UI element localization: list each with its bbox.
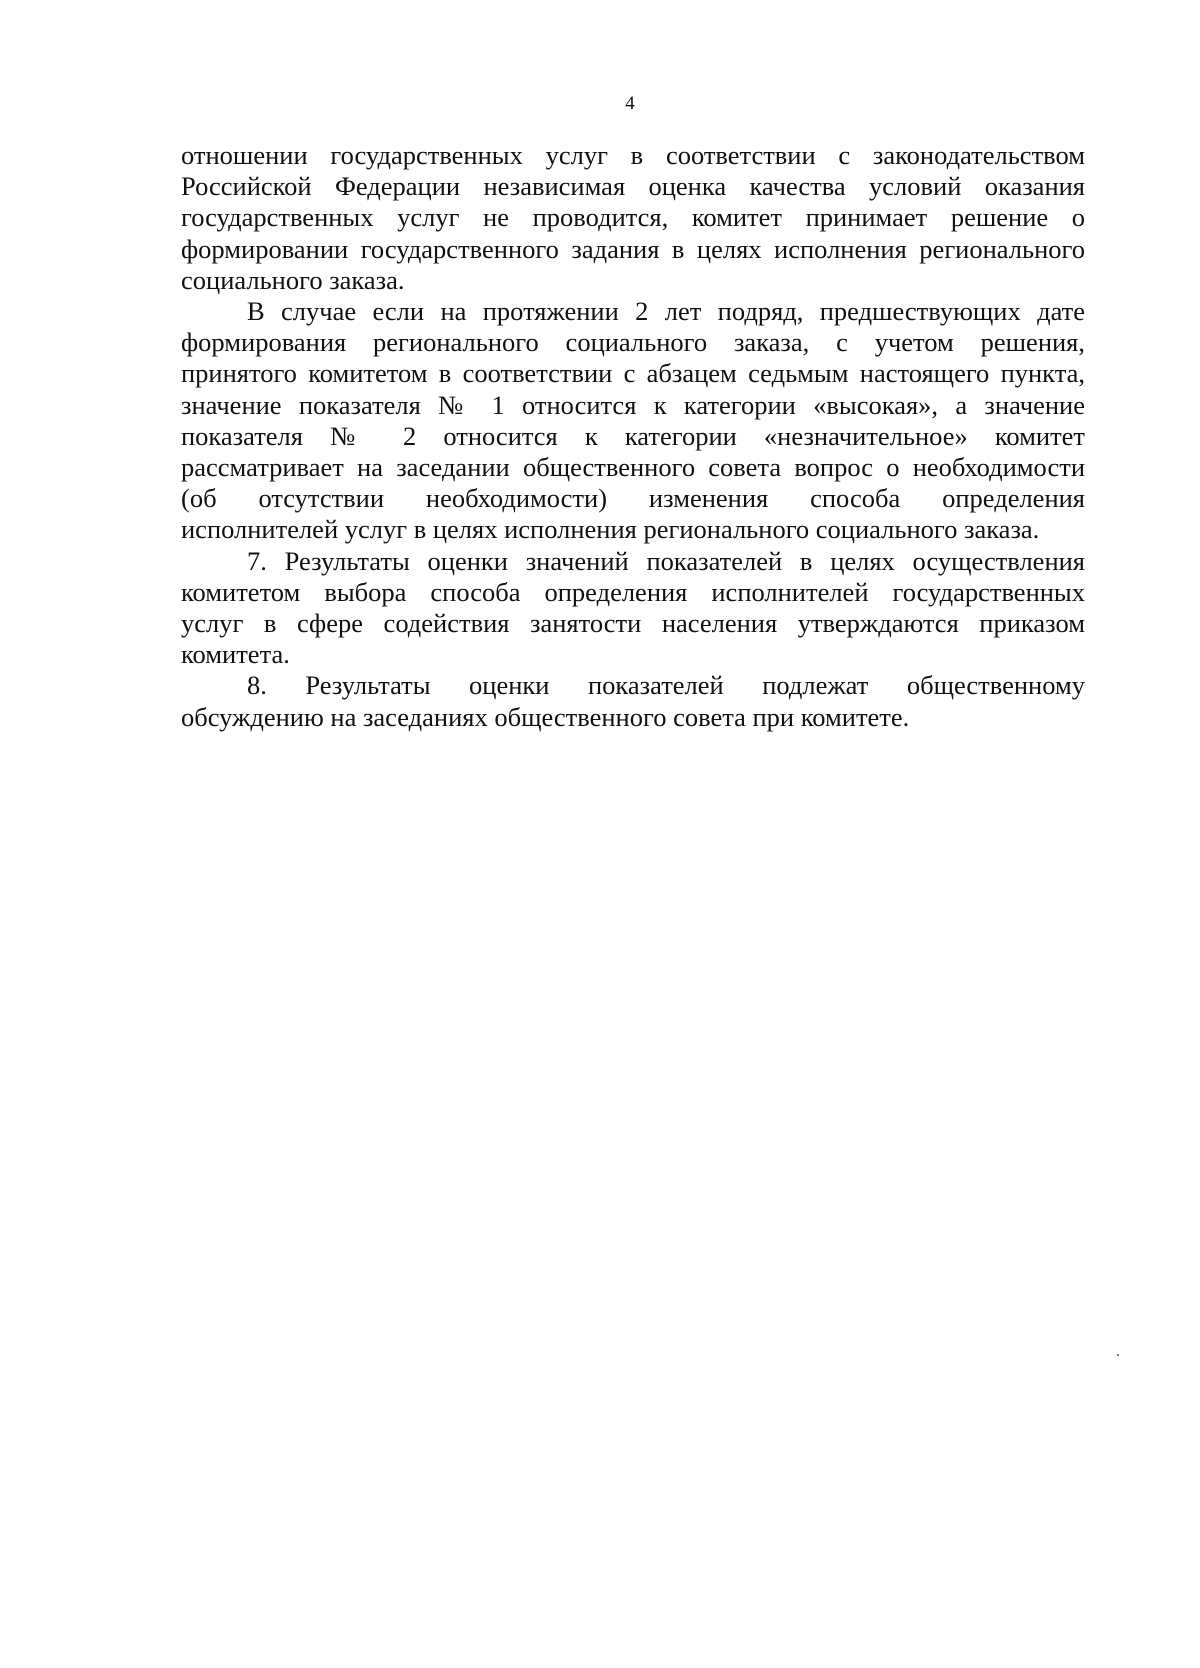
text-line: государственных услуг не проводится, комитет принимает решение о <box>181 202 1085 233</box>
text-line: формировании государственного задания в целях исполнения регионального <box>181 233 1085 264</box>
text-line: обсуждению на заседаниях общественного совета при комитете. <box>181 701 910 732</box>
page-number: 4 <box>625 93 635 114</box>
text-line: исполнителей услуг в целях исполнения регионального социального заказа. <box>181 514 1040 545</box>
text-line: принятого комитетом в соответствии с абзацем седьмым настоящего пункта, <box>181 358 1085 389</box>
paragraph-item-7 <box>181 546 1085 671</box>
text-line: отношении государственных услуг в соответствии с законодательством <box>181 140 1085 170</box>
document-body <box>181 140 1085 733</box>
text-line: показателя № 2 относится к категории «незначительное» комитет <box>181 420 1085 451</box>
text-line: значение показателя № 1 относится к категории «высокая», а значение <box>181 389 1085 420</box>
text-line: формирования регионального социального заказа, с учетом решения, <box>181 327 1085 358</box>
text-line: комитета. <box>181 639 290 670</box>
text-line: услуг в сфере содействия занятости населения утверждаются приказом <box>181 608 1085 639</box>
paragraph-continuation <box>181 140 1085 296</box>
text-line: комитетом выбора способа определения исполнителей государственных <box>181 576 1085 607</box>
text-line: (об отсутствии необходимости) изменения способа определения <box>181 483 1085 514</box>
text-line: В случае если на протяжении 2 лет подряд, предшествующих дате <box>247 296 1085 327</box>
text-line: рассматривает на заседании общественного совета вопрос о необходимости <box>181 452 1085 483</box>
paragraph-item-8 <box>181 670 1085 732</box>
scan-speck <box>1117 1354 1119 1356</box>
text-line: 7. Результаты оценки значений показателей в целях осуществления <box>247 545 1085 576</box>
paragraph-two-year-rule <box>181 296 1085 546</box>
text-line: Российской Федерации независимая оценка качества условий оказания <box>181 171 1085 202</box>
text-line: 8. Результаты оценки показателей подлежат общественному <box>247 670 1085 701</box>
text-line: социального заказа. <box>181 264 405 295</box>
